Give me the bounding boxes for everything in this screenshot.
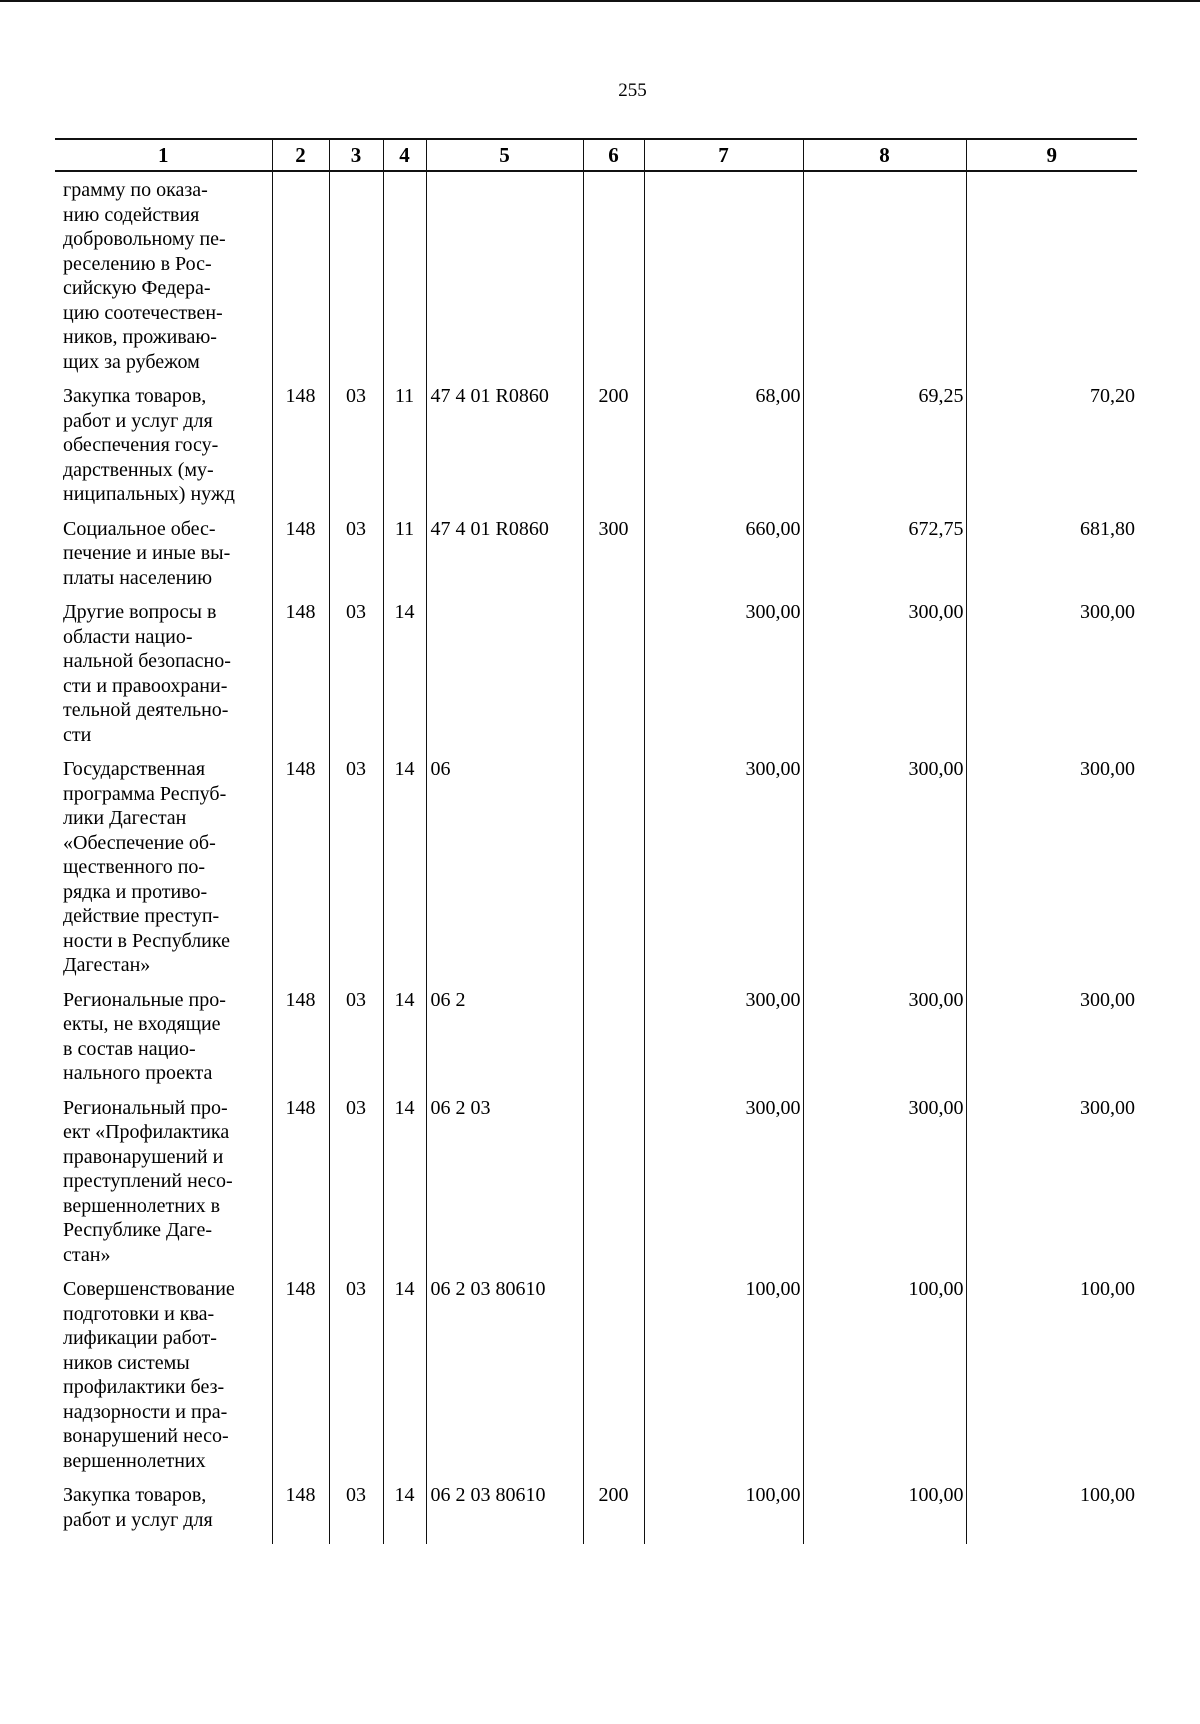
table-row	[55, 507, 1137, 591]
section-code-text: 03	[346, 1278, 366, 1300]
amount-col-9-text: 300,00	[1080, 601, 1135, 623]
cell-section-code	[329, 747, 383, 978]
expense-type-text: 200	[598, 385, 629, 407]
cell-expense-type	[583, 747, 644, 978]
expense-type-text: 300	[598, 517, 629, 540]
column-header-8: 8	[803, 139, 966, 171]
cell-amount-col-9	[966, 1267, 1137, 1473]
cell-amount-col-7	[644, 1473, 803, 1532]
cell-target-article	[426, 978, 583, 1086]
cell-item-name	[55, 1473, 272, 1532]
cell-admin-code	[272, 374, 329, 507]
cell-item-name	[55, 978, 272, 1086]
subsection-code-text: 11	[394, 385, 415, 407]
amount-col-9-text: 300,00	[1080, 758, 1135, 780]
header-row	[55, 139, 1137, 171]
target-article-text: 47 4 01 R0860	[430, 517, 549, 540]
spacer-cell	[644, 1532, 803, 1544]
cell-section-code	[329, 1086, 383, 1268]
amount-col-8-text: 100,00	[908, 1484, 964, 1506]
section-code-text: 03	[346, 601, 366, 623]
amount-col-9-text: 70,20	[1090, 385, 1135, 407]
table-row	[55, 590, 1137, 747]
cell-subsection-code	[383, 374, 426, 507]
table-row	[55, 1473, 1137, 1532]
spacer-cell	[272, 1532, 329, 1544]
spacer-cell	[803, 1532, 966, 1544]
column-header-2: 2	[272, 139, 329, 171]
table-row	[55, 374, 1137, 507]
cell-target-article	[426, 1086, 583, 1268]
cell-admin-code	[272, 1473, 329, 1532]
cell-amount-col-7	[644, 507, 803, 591]
column-header-4: 4	[383, 139, 426, 171]
cell-admin-code	[272, 507, 329, 591]
spacer-cell	[583, 1532, 644, 1544]
subsection-code-text: 14	[394, 1096, 415, 1119]
cell-item-name	[55, 1086, 272, 1268]
cell-amount-col-8	[803, 1473, 966, 1532]
item-name-text: грамму по оказа- нию содействия добровольному пе- реселению в Рос- сийскую Федера- цию соотечествен- ников, проживаю- щих за рубежом	[63, 179, 226, 373]
cell-amount-col-7	[644, 1086, 803, 1268]
cell-expense-type	[583, 171, 644, 374]
cell-amount-col-8	[803, 590, 966, 747]
cell-section-code	[329, 978, 383, 1086]
cell-amount-col-9	[966, 507, 1137, 591]
item-name-text: Совершенствование подготовки и ква- лификации работ- ников системы профилактики без- надзорности и пра- вонарушений несо- вершеннолетних	[63, 1278, 235, 1472]
item-name-text: Региональные про- екты, не входящие в состав нацио- нального проекта	[63, 988, 226, 1084]
cell-amount-col-8	[803, 747, 966, 978]
subsection-code-text: 14	[394, 1278, 415, 1300]
cell-target-article	[426, 507, 583, 591]
table-row	[55, 1267, 1137, 1473]
table-body	[55, 171, 1137, 1544]
cell-admin-code	[272, 171, 329, 374]
item-name-text: Социальное обес- печение и иные вы- платы населению	[63, 517, 231, 589]
cell-amount-col-8	[803, 1086, 966, 1268]
column-header-3: 3	[329, 139, 383, 171]
cell-amount-col-8	[803, 1267, 966, 1473]
admin-code-text: 148	[285, 988, 316, 1011]
cell-admin-code	[272, 747, 329, 978]
item-name-text: Государственная программа Респуб- лики Дагестан «Обеспечение об- щественного по- рядка и противо- действие преступ- ности в Республике Дагестан»	[63, 758, 230, 976]
cell-subsection-code	[383, 507, 426, 591]
column-header-9: 9	[966, 139, 1137, 171]
subsection-code-text: 14	[394, 988, 415, 1011]
amount-col-7-text: 300,00	[745, 601, 801, 623]
item-name-text: Закупка товаров, работ и услуг для	[63, 1484, 213, 1531]
amount-col-9-text: 100,00	[1080, 1484, 1135, 1506]
cell-amount-col-7	[644, 590, 803, 747]
cell-amount-col-8	[803, 978, 966, 1086]
amount-col-9-text: 300,00	[1080, 1096, 1135, 1119]
cell-subsection-code	[383, 1086, 426, 1268]
column-header-1: 1	[55, 139, 272, 171]
section-code-text: 03	[346, 988, 366, 1011]
cell-amount-col-8	[803, 507, 966, 591]
table-bottom-spacer	[55, 1532, 1137, 1544]
subsection-code-text: 14	[394, 1484, 415, 1506]
cell-subsection-code	[383, 590, 426, 747]
column-header-5: 5	[426, 139, 583, 171]
cell-amount-col-7	[644, 374, 803, 507]
cell-target-article	[426, 1473, 583, 1532]
amount-col-7-text: 300,00	[745, 988, 801, 1011]
cell-section-code	[329, 507, 383, 591]
admin-code-text: 148	[285, 385, 316, 407]
cell-item-name	[55, 590, 272, 747]
cell-item-name	[55, 747, 272, 978]
table-row	[55, 171, 1137, 374]
cell-expense-type	[583, 1086, 644, 1268]
table-row	[55, 747, 1137, 978]
subsection-code-text: 11	[394, 517, 415, 540]
admin-code-text: 148	[285, 1278, 316, 1300]
cell-subsection-code	[383, 747, 426, 978]
cell-section-code	[329, 1267, 383, 1473]
cell-item-name	[55, 1267, 272, 1473]
column-header-6: 6	[583, 139, 644, 171]
cell-expense-type	[583, 374, 644, 507]
subsection-code-text: 14	[394, 601, 415, 623]
cell-expense-type	[583, 507, 644, 591]
section-code-text: 03	[346, 517, 366, 540]
cell-target-article	[426, 171, 583, 374]
cell-amount-col-8	[803, 171, 966, 374]
cell-subsection-code	[383, 978, 426, 1086]
cell-expense-type	[583, 978, 644, 1086]
cell-target-article	[426, 374, 583, 507]
subsection-code-text: 14	[394, 758, 415, 780]
amount-col-8-text: 100,00	[908, 1278, 964, 1300]
budget-table	[55, 138, 1137, 1544]
cell-item-name	[55, 171, 272, 374]
page-number: 255	[618, 80, 647, 101]
section-code-text: 03	[346, 1484, 366, 1506]
amount-col-7-text: 100,00	[745, 1278, 801, 1300]
amount-col-8-text: 300,00	[908, 601, 964, 623]
cell-section-code	[329, 171, 383, 374]
admin-code-text: 148	[285, 758, 316, 780]
amount-col-7-text: 68,00	[755, 385, 801, 407]
cell-section-code	[329, 1473, 383, 1532]
cell-amount-col-7	[644, 171, 803, 374]
column-header-7: 7	[644, 139, 803, 171]
cell-amount-col-9	[966, 590, 1137, 747]
section-code-text: 03	[346, 758, 366, 780]
cell-amount-col-9	[966, 1086, 1137, 1268]
top-border-line	[0, 0, 1200, 2]
cell-amount-col-7	[644, 1267, 803, 1473]
target-article-text: 06 2 03 80610	[430, 1278, 546, 1300]
amount-col-7-text: 300,00	[745, 758, 801, 780]
amount-col-8-text: 69,25	[918, 385, 964, 407]
spacer-cell	[383, 1532, 426, 1544]
spacer-cell	[426, 1532, 583, 1544]
amount-col-9-text: 681,80	[1080, 517, 1135, 540]
amount-col-9-text: 300,00	[1080, 988, 1135, 1011]
section-code-text: 03	[346, 385, 366, 407]
admin-code-text: 148	[285, 1096, 316, 1119]
cell-target-article	[426, 590, 583, 747]
cell-amount-col-9	[966, 747, 1137, 978]
item-name-text: Другие вопросы в области нацио- нальной безопасно- сти и правоохрани- тельной деятельно- сти	[63, 601, 231, 746]
target-article-text: 06 2	[430, 988, 466, 1011]
spacer-cell	[55, 1532, 272, 1544]
cell-section-code	[329, 374, 383, 507]
admin-code-text: 148	[285, 601, 316, 623]
cell-amount-col-8	[803, 374, 966, 507]
spacer-cell	[329, 1532, 383, 1544]
amount-col-7-text: 300,00	[745, 1096, 801, 1119]
admin-code-text: 148	[285, 1484, 316, 1506]
cell-expense-type	[583, 590, 644, 747]
cell-expense-type	[583, 1473, 644, 1532]
cell-amount-col-9	[966, 1473, 1137, 1532]
target-article-text: 06 2 03 80610	[430, 1484, 546, 1506]
item-name-text: Закупка товаров, работ и услуг для обеспечения госу- дарственных (му- ниципальных) нужд	[63, 385, 235, 505]
cell-target-article	[426, 747, 583, 978]
cell-admin-code	[272, 590, 329, 747]
cell-subsection-code	[383, 1473, 426, 1532]
cell-amount-col-9	[966, 374, 1137, 507]
cell-item-name	[55, 374, 272, 507]
amount-col-8-text: 300,00	[908, 758, 964, 780]
cell-item-name	[55, 507, 272, 591]
admin-code-text: 148	[285, 517, 316, 540]
cell-target-article	[426, 1267, 583, 1473]
cell-subsection-code	[383, 171, 426, 374]
target-article-text: 06	[430, 758, 451, 780]
cell-amount-col-7	[644, 747, 803, 978]
amount-col-7-text: 660,00	[745, 517, 801, 540]
cell-admin-code	[272, 1086, 329, 1268]
target-article-text: 47 4 01 R0860	[430, 385, 549, 407]
amount-col-8-text: 300,00	[908, 1096, 964, 1119]
expense-type-text: 200	[598, 1484, 629, 1506]
cell-admin-code	[272, 1267, 329, 1473]
cell-amount-col-7	[644, 978, 803, 1086]
item-name-text: Региональный про- ект «Профилактика правонарушений и преступлений несо- вершеннолетних в Республике Даге- стан»	[63, 1096, 233, 1266]
cell-expense-type	[583, 1267, 644, 1473]
table-row	[55, 978, 1137, 1086]
cell-amount-col-9	[966, 171, 1137, 374]
section-code-text: 03	[346, 1096, 366, 1119]
table-header	[55, 139, 1137, 171]
amount-col-8-text: 300,00	[908, 988, 964, 1011]
cell-amount-col-9	[966, 978, 1137, 1086]
amount-col-9-text: 100,00	[1080, 1278, 1135, 1300]
target-article-text: 06 2 03	[430, 1096, 491, 1119]
cell-admin-code	[272, 978, 329, 1086]
table-row	[55, 1086, 1137, 1268]
cell-section-code	[329, 590, 383, 747]
amount-col-7-text: 100,00	[745, 1484, 801, 1506]
spacer-cell	[966, 1532, 1137, 1544]
amount-col-8-text: 672,75	[908, 517, 964, 540]
cell-subsection-code	[383, 1267, 426, 1473]
